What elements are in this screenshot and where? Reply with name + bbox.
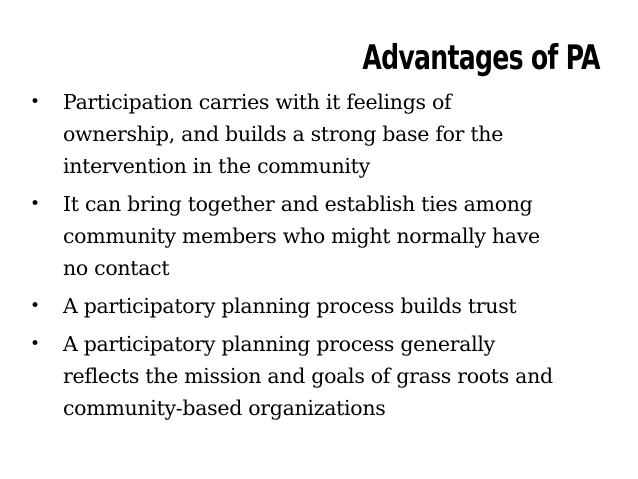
bullet-text-line: reflects the mission and goals of grass roots and xyxy=(63,364,553,388)
bullet-text-line: Participation carries with it feelings of xyxy=(63,90,452,114)
bullet-text-line: A participatory planning process generally xyxy=(63,332,495,356)
bullet-item xyxy=(30,188,600,284)
bullet-dot-icon: • xyxy=(30,296,41,316)
bullet-item xyxy=(30,86,600,182)
bullet-text-line: intervention in the community xyxy=(63,154,370,178)
bullet-text-line: community members who might normally have xyxy=(63,224,540,248)
bullet-text-line: It can bring together and establish ties among xyxy=(63,192,533,216)
slide-title: Advantages of PA xyxy=(362,38,600,78)
bullet-text-line: no contact xyxy=(63,256,170,280)
bullet-dot-icon: • xyxy=(30,194,41,214)
bullet-text-line: community-based organizations xyxy=(63,396,386,420)
bullet-dot-icon: • xyxy=(30,92,41,112)
bullet-text-line: ownership, and builds a strong base for the xyxy=(63,122,504,146)
bullet-list xyxy=(30,86,600,430)
bullet-item xyxy=(30,290,600,322)
bullet-dot-icon: • xyxy=(30,334,41,354)
bullet-text-line: A participatory planning process builds trust xyxy=(63,294,517,318)
bullet-item xyxy=(30,328,600,424)
